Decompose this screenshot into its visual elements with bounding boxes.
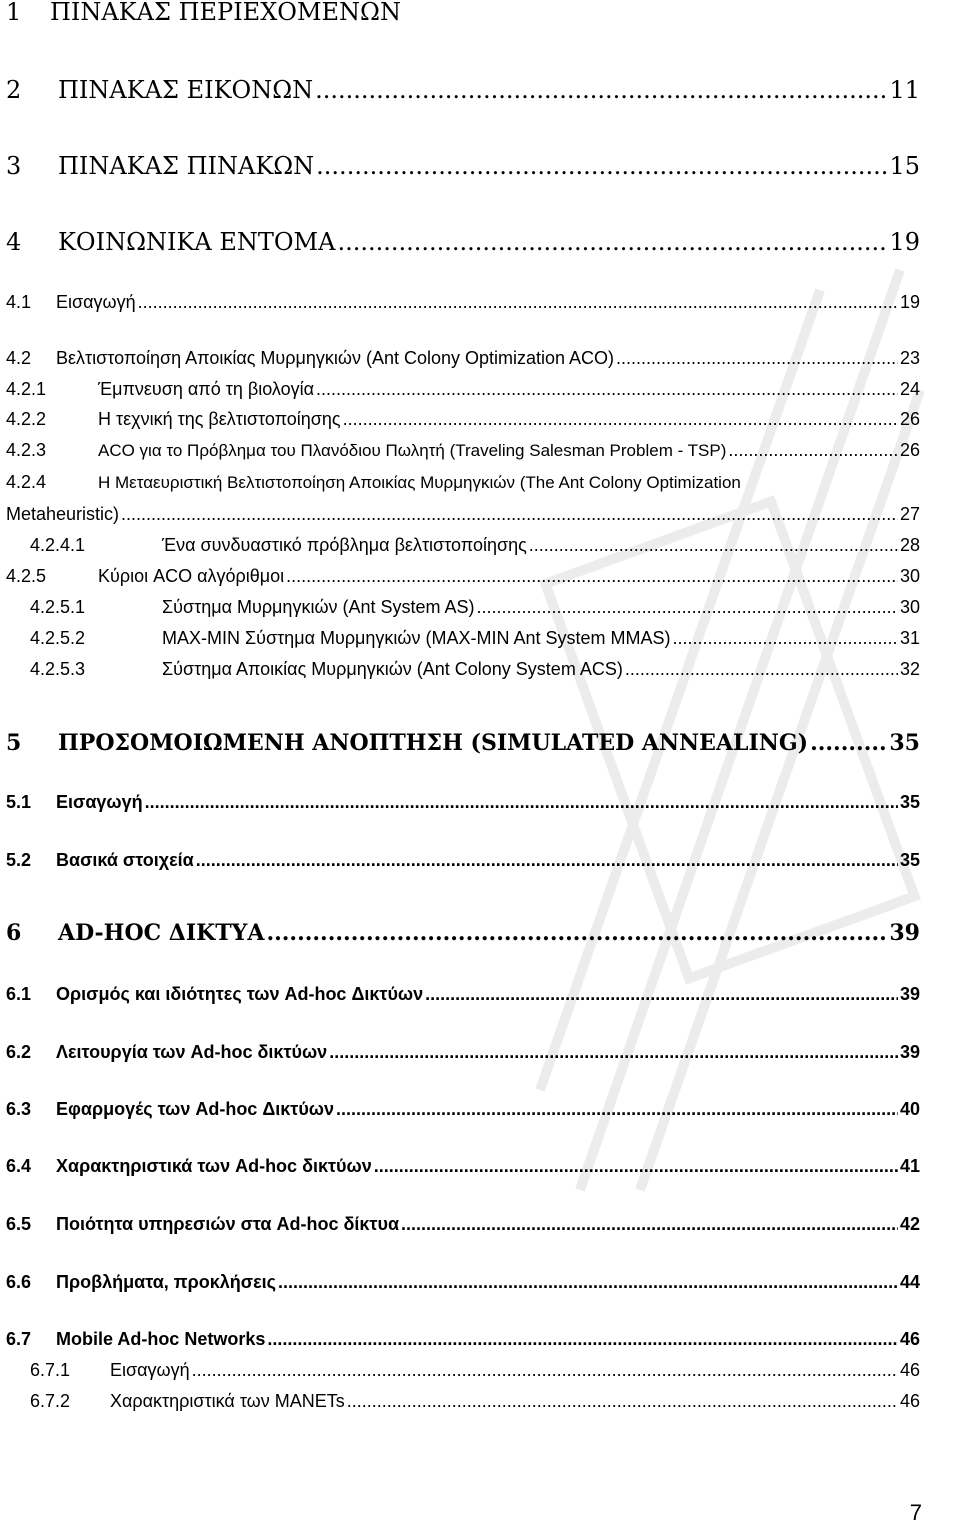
- toc-entry-page: 39: [899, 1042, 920, 1062]
- page-number: 7: [909, 1500, 922, 1525]
- toc-entry-6-5[interactable]: [6, 1214, 920, 1235]
- toc-leader-dots: [316, 152, 887, 180]
- toc-leader-dots: [728, 440, 898, 461]
- toc-entry-4-2-2[interactable]: [6, 409, 920, 430]
- toc-entry-title: Σύστημα Αποικίας Μυρμηγκιών (Ant Colony System ACS): [162, 659, 623, 679]
- toc-entry-page: 39: [899, 984, 920, 1004]
- toc-entry-6-3[interactable]: [6, 1099, 920, 1120]
- toc-entry-title: ΠΙΝΑΚΑΣ ΕΙΚΟΝΩΝ: [58, 76, 314, 104]
- toc-entry-title: Κύριοι ACO αλγόριθμοι: [98, 566, 285, 586]
- toc-entry-4[interactable]: [6, 228, 920, 256]
- toc-entry-page: 31: [899, 628, 920, 648]
- toc-entry-title: ΠΙΝΑΚΑΣ ΠΙΝΑΚΩΝ: [58, 152, 315, 180]
- toc-entry-number: 6.5: [6, 1214, 32, 1234]
- toc-entry-title: Προβλήματα, προκλήσεις: [56, 1272, 276, 1292]
- toc-entry-title: Ένα συνδυαστικό πρόβλημα βελτιστοποίησης: [162, 535, 527, 555]
- toc-entry-1[interactable]: [6, 0, 401, 26]
- toc-entry-title: Ορισμός και ιδιότητες των Ad-hoc Δικτύων: [56, 984, 424, 1004]
- toc-leader-dots: [266, 920, 887, 946]
- toc-entry-number: 6.6: [6, 1272, 32, 1292]
- toc-entry-title: Εισαγωγή: [56, 292, 136, 312]
- toc-leader-dots: [336, 1099, 898, 1120]
- toc-entry-page: 39: [889, 920, 920, 946]
- toc-entry-number: 6: [6, 920, 22, 946]
- toc-leader-dots: [529, 535, 898, 556]
- toc-leader-dots: [145, 792, 898, 813]
- toc-entry-6-7[interactable]: [6, 1329, 920, 1350]
- toc-entry-page: 24: [899, 379, 920, 399]
- toc-entry-6-1[interactable]: [6, 984, 920, 1005]
- toc-leader-dots: [401, 1214, 898, 1235]
- toc-entry-6-2[interactable]: [6, 1042, 920, 1063]
- toc-entry-page: 30: [899, 566, 920, 586]
- toc-leader-dots: [286, 566, 898, 587]
- toc-entry-number: 6.7: [6, 1329, 32, 1349]
- toc-entry-title: Εισαγωγή: [56, 792, 143, 812]
- toc-entry-page: 30: [899, 597, 920, 617]
- toc-entry-number: 6.4: [6, 1156, 32, 1176]
- toc-entry-title: AD-HOC ΔΙΚΤΥΑ: [58, 920, 265, 946]
- toc-entry-title: ΠΡΟΣΟΜΟΙΩΜΕΝΗ ΑΝΟΠΤΗΣΗ (SIMULATED ANNEALING): [58, 730, 809, 756]
- toc-entry-number: 4.2.2: [6, 409, 47, 429]
- toc-entry-4-2-5[interactable]: [6, 566, 920, 587]
- toc-entry-title: Mobile Ad-hoc Networks: [56, 1329, 266, 1349]
- toc-entry-number: 4.2.5: [6, 566, 47, 586]
- toc-entry-page: 19: [899, 292, 920, 312]
- toc-leader-dots: [121, 504, 898, 525]
- toc-entry-number: 6.7.2: [30, 1391, 71, 1411]
- toc-entry-title: ACO για το Πρόβλημα του Πλανόδιου Πωλητή (Traveling Salesman Problem - TSP): [98, 441, 727, 460]
- toc-entry-number: 5: [6, 730, 22, 756]
- toc-entry-number: 6.2: [6, 1042, 32, 1062]
- toc-entry-6-7-2[interactable]: [30, 1391, 920, 1412]
- toc-entry-page: 23: [899, 348, 920, 368]
- toc-entry-number: 3: [6, 152, 22, 180]
- toc-leader-dots: [196, 850, 898, 871]
- toc-entry-title: Εφαρμογές των Ad-hoc Δικτύων: [56, 1099, 335, 1119]
- toc-entry-4-2-5-1[interactable]: [30, 597, 920, 618]
- toc-entry-title-continuation: Metaheuristic): [6, 504, 120, 524]
- toc-entry-title: ΚΟΙΝΩΝΙΚΑ ΕΝΤΟΜΑ: [58, 228, 336, 256]
- toc-leader-dots: [337, 228, 887, 256]
- toc-leader-dots: [425, 984, 898, 1005]
- toc-entry-number: 4.2.4.1: [30, 535, 86, 555]
- toc-entry-title: Λειτουργία των Ad-hoc δικτύων: [56, 1042, 328, 1062]
- toc-entry-page: 44: [899, 1272, 920, 1292]
- toc-leader-dots: [343, 409, 898, 430]
- toc-entry-4-2-1[interactable]: [6, 379, 920, 400]
- toc-entry-number: 1: [6, 0, 22, 26]
- toc-entry-number: 4.2.5.2: [30, 628, 86, 648]
- toc-entry-4-2-3[interactable]: [6, 440, 920, 461]
- toc-entry-page: 46: [899, 1391, 920, 1411]
- toc-entry-number: 4.2: [6, 348, 32, 368]
- toc-entry-title: Σύστημα Μυρμηγκιών (Ant System AS): [162, 597, 475, 617]
- toc-entry-title: Χαρακτηριστικά των MANETs: [110, 1391, 345, 1411]
- toc-leader-dots: [315, 76, 887, 104]
- toc-entry-5-1[interactable]: [6, 792, 920, 813]
- toc-entry-title: Χαρακτηριστικά των Ad-hoc δικτύων: [56, 1156, 372, 1176]
- toc-leader-dots: [477, 597, 898, 618]
- toc-leader-dots: [374, 1156, 898, 1177]
- toc-entry-number: 4.2.5.3: [30, 659, 86, 679]
- toc-entry-5-2[interactable]: [6, 850, 920, 871]
- toc-entry-page: 41: [899, 1156, 920, 1176]
- toc-entry-title: Έμπνευση από τη βιολογία: [98, 379, 315, 399]
- toc-entry-4-2-5-3[interactable]: [30, 659, 920, 680]
- toc-entry-number: 5.2: [6, 850, 32, 870]
- toc-entry-page: 27: [899, 504, 920, 524]
- toc-entry-number: 4.2.5.1: [30, 597, 86, 617]
- toc-entry-page: 11: [889, 76, 920, 104]
- toc-entry-number: 6.1: [6, 984, 32, 1004]
- toc-entry-number: 4.2.1: [6, 379, 47, 399]
- toc-entry-6-7-1[interactable]: [30, 1360, 920, 1381]
- toc-entry-title: Η τεχνική της βελτιστοποίησης: [98, 409, 341, 429]
- toc-entry-page: 15: [889, 152, 920, 180]
- toc-entry-page: 19: [889, 228, 920, 256]
- toc-entry-page: 26: [899, 409, 920, 429]
- toc-entry-4-2[interactable]: [6, 348, 920, 369]
- toc-entry-page: 35: [899, 792, 920, 812]
- toc-entry-6-4[interactable]: [6, 1156, 920, 1177]
- toc-entry-title: Ποιότητα υπηρεσιών στα Ad-hoc δίκτυα: [56, 1214, 400, 1234]
- toc-leader-dots: [267, 1329, 898, 1350]
- toc-entry-2[interactable]: [6, 76, 920, 104]
- toc-leader-dots: [316, 379, 898, 400]
- toc-entry-number: 4: [6, 228, 22, 256]
- toc-entry-page: 40: [899, 1099, 920, 1119]
- toc-leader-dots: [616, 348, 898, 369]
- toc-entry-6-6[interactable]: [6, 1272, 920, 1293]
- toc-entry-page: 35: [899, 850, 920, 870]
- toc-entry-page: 26: [899, 440, 920, 460]
- toc-entry-page: 46: [899, 1329, 920, 1349]
- toc-entry-page: 42: [899, 1214, 920, 1234]
- toc-entry-4-2-4[interactable]: [6, 472, 920, 493]
- toc-entry-4-1[interactable]: [6, 292, 920, 313]
- toc-entry-number: 4.2.3: [6, 440, 47, 460]
- toc-entry-number: 4.2.4: [6, 472, 47, 492]
- toc-leader-dots: [810, 730, 887, 756]
- toc-entry-4-2-4-1[interactable]: [30, 535, 920, 556]
- toc-entry-number: 6.7.1: [30, 1360, 71, 1380]
- toc-leader-dots: [278, 1272, 898, 1293]
- toc-entry-page: 35: [889, 730, 920, 756]
- toc-leader-dots: [329, 1042, 898, 1063]
- toc-entry-title: ΠΙΝΑΚΑΣ ΠΕΡΙΕΧΟΜΕΝΩΝ: [50, 0, 401, 26]
- toc-leader-dots: [192, 1360, 898, 1381]
- toc-leader-dots: [673, 628, 898, 649]
- toc-entry-page: 28: [899, 535, 920, 555]
- toc-entry-title: MAX-MIN Σύστημα Μυρμηγκιών (MAX-MIN Ant System MMAS): [162, 628, 671, 648]
- toc-entry-title: Βελτιστοποίηση Αποικίας Μυρμηγκιών (Ant Colony Optimization ACO): [56, 348, 615, 368]
- toc-entry-page: 32: [899, 659, 920, 679]
- toc-entry-3[interactable]: [6, 152, 920, 180]
- toc-entry-title: Βασικά στοιχεία: [56, 850, 194, 870]
- toc-entry-4-2-5-2[interactable]: [30, 628, 920, 649]
- toc-entry-5[interactable]: [6, 730, 920, 756]
- toc-entry-number: 4.1: [6, 292, 32, 312]
- toc-entry-number: 6.3: [6, 1099, 32, 1119]
- toc-entry-4-2-4-continuation[interactable]: [6, 504, 920, 525]
- toc-entry-number: 5.1: [6, 792, 32, 812]
- toc-entry-number: 2: [6, 76, 22, 104]
- toc-entry-page: 46: [899, 1360, 920, 1380]
- toc-leader-dots: [625, 659, 898, 680]
- toc-entry-6[interactable]: [6, 920, 920, 946]
- toc-leader-dots: [138, 292, 898, 313]
- toc-entry-title: Η Μεταευριστική Βελτιστοποίηση Αποικίας Μυρμηγκιών (The Ant Colony Optimization: [98, 473, 741, 492]
- toc-entry-title: Εισαγωγή: [110, 1360, 190, 1380]
- toc-leader-dots: [347, 1391, 898, 1412]
